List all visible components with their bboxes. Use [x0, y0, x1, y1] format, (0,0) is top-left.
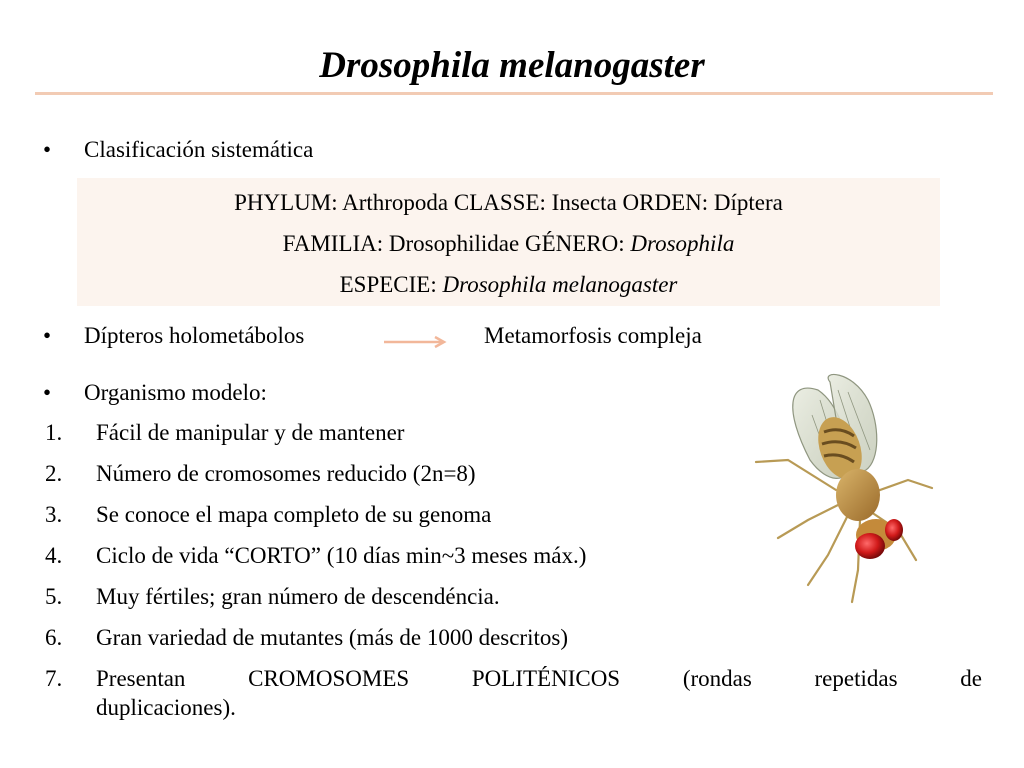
taxonomy-line-3 [77, 264, 940, 305]
list-word: de [960, 666, 982, 691]
list-number: 4. [45, 543, 63, 568]
genero-label: GÉNERO: [524, 231, 625, 256]
right-arrow-icon [382, 334, 450, 350]
list-word: POLITÉNICOS [471, 666, 621, 691]
fruit-fly-image [748, 370, 938, 610]
list-item-continuation: duplicaciones). [96, 695, 236, 720]
bullet-dipteros: Dípteros holometábolos [84, 323, 305, 348]
list-item: Gran variedad de mutantes (más de 1000 descritos) [96, 625, 568, 650]
classe-label: CLASSE: [453, 190, 546, 215]
bullet-marker: • [43, 137, 52, 162]
bullet-marker: • [43, 380, 52, 405]
list-word: Presentan [96, 666, 186, 691]
orden-value: Díptera [713, 190, 783, 215]
list-number: 1. [45, 420, 63, 445]
list-item-justified [96, 665, 982, 693]
list-number: 6. [45, 625, 63, 650]
genero-value: Drosophila [630, 231, 735, 256]
list-word: (rondas [682, 666, 752, 691]
list-number: 7. [45, 666, 63, 691]
list-item: Ciclo de vida “CORTO” (10 días min~3 meses máx.) [96, 543, 587, 568]
metamorfosis-label: Metamorfosis compleja [484, 323, 702, 348]
bullet-marker: • [43, 323, 52, 348]
familia-label: FAMILIA: [282, 231, 384, 256]
orden-label: ORDEN: [622, 190, 709, 215]
especie-value: Drosophila melanogaster [442, 272, 678, 297]
title-divider [35, 92, 993, 95]
list-item: Fácil de manipular y de mantener [96, 420, 405, 445]
list-item: Se conoce el mapa completo de su genoma [96, 502, 492, 527]
bullet-organismo: Organismo modelo: [84, 380, 267, 405]
list-number: 5. [45, 584, 63, 609]
taxonomy-line-1 [77, 182, 940, 223]
list-item: Número de cromosomes reducido (2n=8) [96, 461, 476, 486]
list-word: CROMOSOMES [248, 666, 410, 691]
classe-value: Insecta [551, 190, 617, 215]
list-item: Muy fértiles; gran número de descendéncia. [96, 584, 500, 609]
list-number: 3. [45, 502, 63, 527]
taxonomy-box [77, 178, 940, 306]
list-word: repetidas [814, 666, 898, 691]
familia-value: Drosophilidae [388, 231, 520, 256]
phylum-label: PHYLUM: [234, 190, 338, 215]
especie-label: ESPECIE: [339, 272, 437, 297]
taxonomy-line-2 [77, 223, 940, 264]
slide-title: Drosophila melanogaster [319, 45, 705, 86]
phylum-value: Arthropoda [342, 190, 449, 215]
list-number: 2. [45, 461, 63, 486]
bullet-classification: Clasificación sistemática [84, 137, 314, 162]
